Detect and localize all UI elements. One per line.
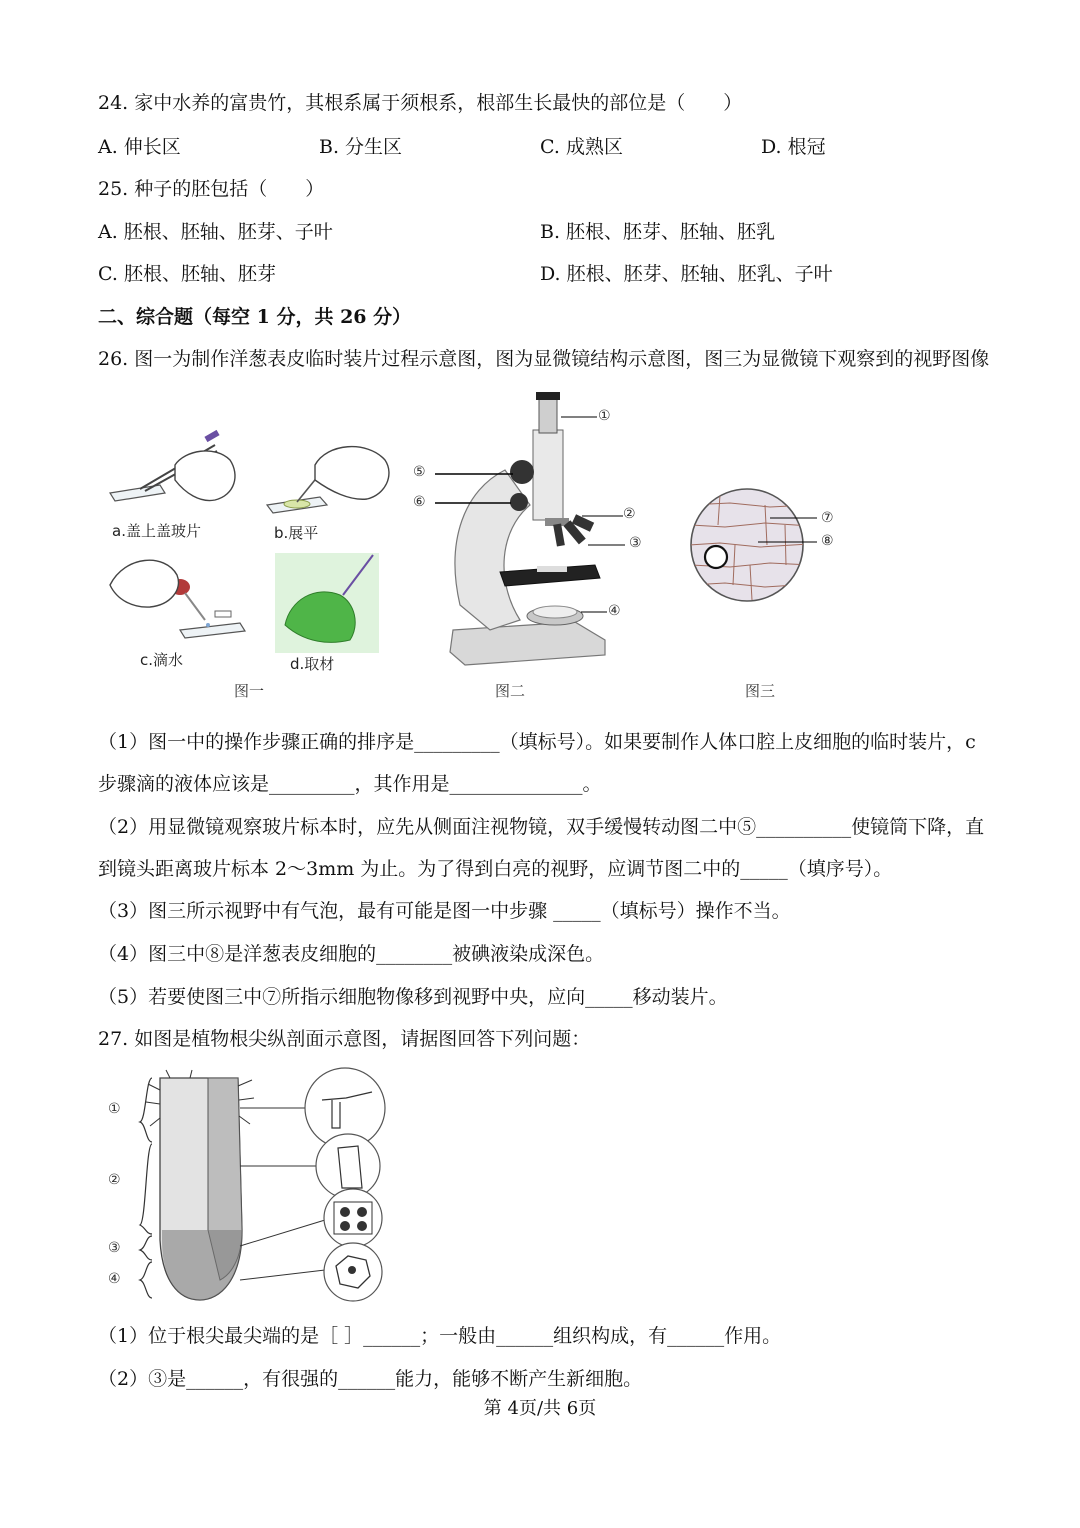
q26-sub-1b: 步骤滴的液体应该是_________，其作用是______________。 — [98, 773, 602, 795]
root-marker-3: ③ — [108, 1240, 121, 1256]
marker-6: ⑥ — [413, 494, 426, 510]
field-of-view-illustration — [690, 485, 840, 610]
caption-step-b: b.展平 — [274, 524, 319, 542]
q26-sub-4: （4）图三中⑧是洋葱表皮细胞的________被碘液染成深色。 — [98, 943, 605, 965]
step-d-drawing — [275, 553, 379, 653]
step-a-drawing — [110, 430, 235, 501]
figure-1-label: 图一 — [234, 682, 265, 700]
caption-step-c: c.滴水 — [140, 651, 184, 669]
caption-step-d: d.取材 — [290, 655, 335, 673]
q27-stem: 27. 如图是植物根尖纵剖面示意图，请据图回答下列问题： — [98, 1028, 591, 1050]
figure-3-label: 图三 — [745, 682, 776, 700]
q24-stem: 24. 家中水养的富贵竹，其根系属于须根系，根部生长最快的部位是（ ） — [98, 92, 743, 114]
q25-option-c: C. 胚根、胚轴、胚芽 — [98, 263, 276, 285]
q26-stem: 26. 图一为制作洋葱表皮临时装片过程示意图，图为显微镜结构示意图，图三为显微镜下观察到的视野图像 — [98, 348, 990, 370]
root-marker-1: ① — [108, 1101, 121, 1117]
figure-1-illustration — [105, 425, 395, 675]
q24-option-d: D. 根冠 — [761, 136, 826, 158]
root-tip-illustration — [100, 1070, 400, 1310]
q25-option-b: B. 胚根、胚芽、胚轴、胚乳 — [540, 221, 776, 243]
marker-1: ① — [598, 408, 611, 424]
q25-option-d: D. 胚根、胚芽、胚轴、胚乳、子叶 — [540, 263, 833, 285]
marker-5: ⑤ — [413, 464, 426, 480]
marker-3: ③ — [629, 535, 642, 551]
section-title: 二、综合题（每空 1 分，共 26 分） — [98, 306, 412, 328]
q26-sub-1a: （1）图一中的操作步骤正确的排序是_________（填标号）。如果要制作人体口腔上皮细胞的临时装片，c — [98, 731, 976, 753]
q26-sub-2b: 到镜头距离玻片标本 2～3mm 为止。为了得到白亮的视野，应调节图二中的_____（填序号）。 — [98, 858, 893, 880]
step-b-drawing — [267, 447, 389, 513]
marker-4: ④ — [608, 603, 621, 619]
q26-sub-2a: （2）用显微镜观察玻片标本时，应先从侧面注视物镜，双手缓慢转动图二中⑤__________使镜筒下降，直 — [98, 816, 985, 838]
step-c-drawing — [110, 560, 245, 638]
microscope-illustration — [405, 390, 665, 680]
page-footer: 第 4页/共 6页 — [483, 1398, 597, 1419]
root-marker-4: ④ — [108, 1271, 121, 1287]
q25-stem: 25. 种子的胚包括（ ） — [98, 178, 325, 200]
figure-2-label: 图二 — [495, 682, 526, 700]
q24-option-a: A. 伸长区 — [98, 136, 181, 158]
root-marker-2: ② — [108, 1172, 121, 1188]
marker-8: ⑧ — [821, 533, 834, 549]
marker-2: ② — [623, 506, 636, 522]
q24-option-b: B. 分生区 — [319, 136, 403, 158]
marker-7: ⑦ — [821, 510, 834, 526]
q26-sub-5: （5）若要使图三中⑦所指示细胞物像移到视野中央，应向_____移动装片。 — [98, 986, 728, 1008]
q24-option-c: C. 成熟区 — [540, 136, 623, 158]
q27-sub-2: （2）③是______，有很强的______能力，能够不断产生新细胞。 — [98, 1368, 643, 1390]
caption-step-a: a.盖上盖玻片 — [112, 522, 201, 540]
q27-sub-1: （1）位于根尖最尖端的是［ ］______；一般由______组织构成，有______作用。 — [98, 1325, 782, 1347]
q26-sub-3: （3）图三所示视野中有气泡，最有可能是图一中步骤 _____（填标号）操作不当。 — [98, 900, 791, 922]
q25-option-a: A. 胚根、胚轴、胚芽、子叶 — [98, 221, 333, 243]
